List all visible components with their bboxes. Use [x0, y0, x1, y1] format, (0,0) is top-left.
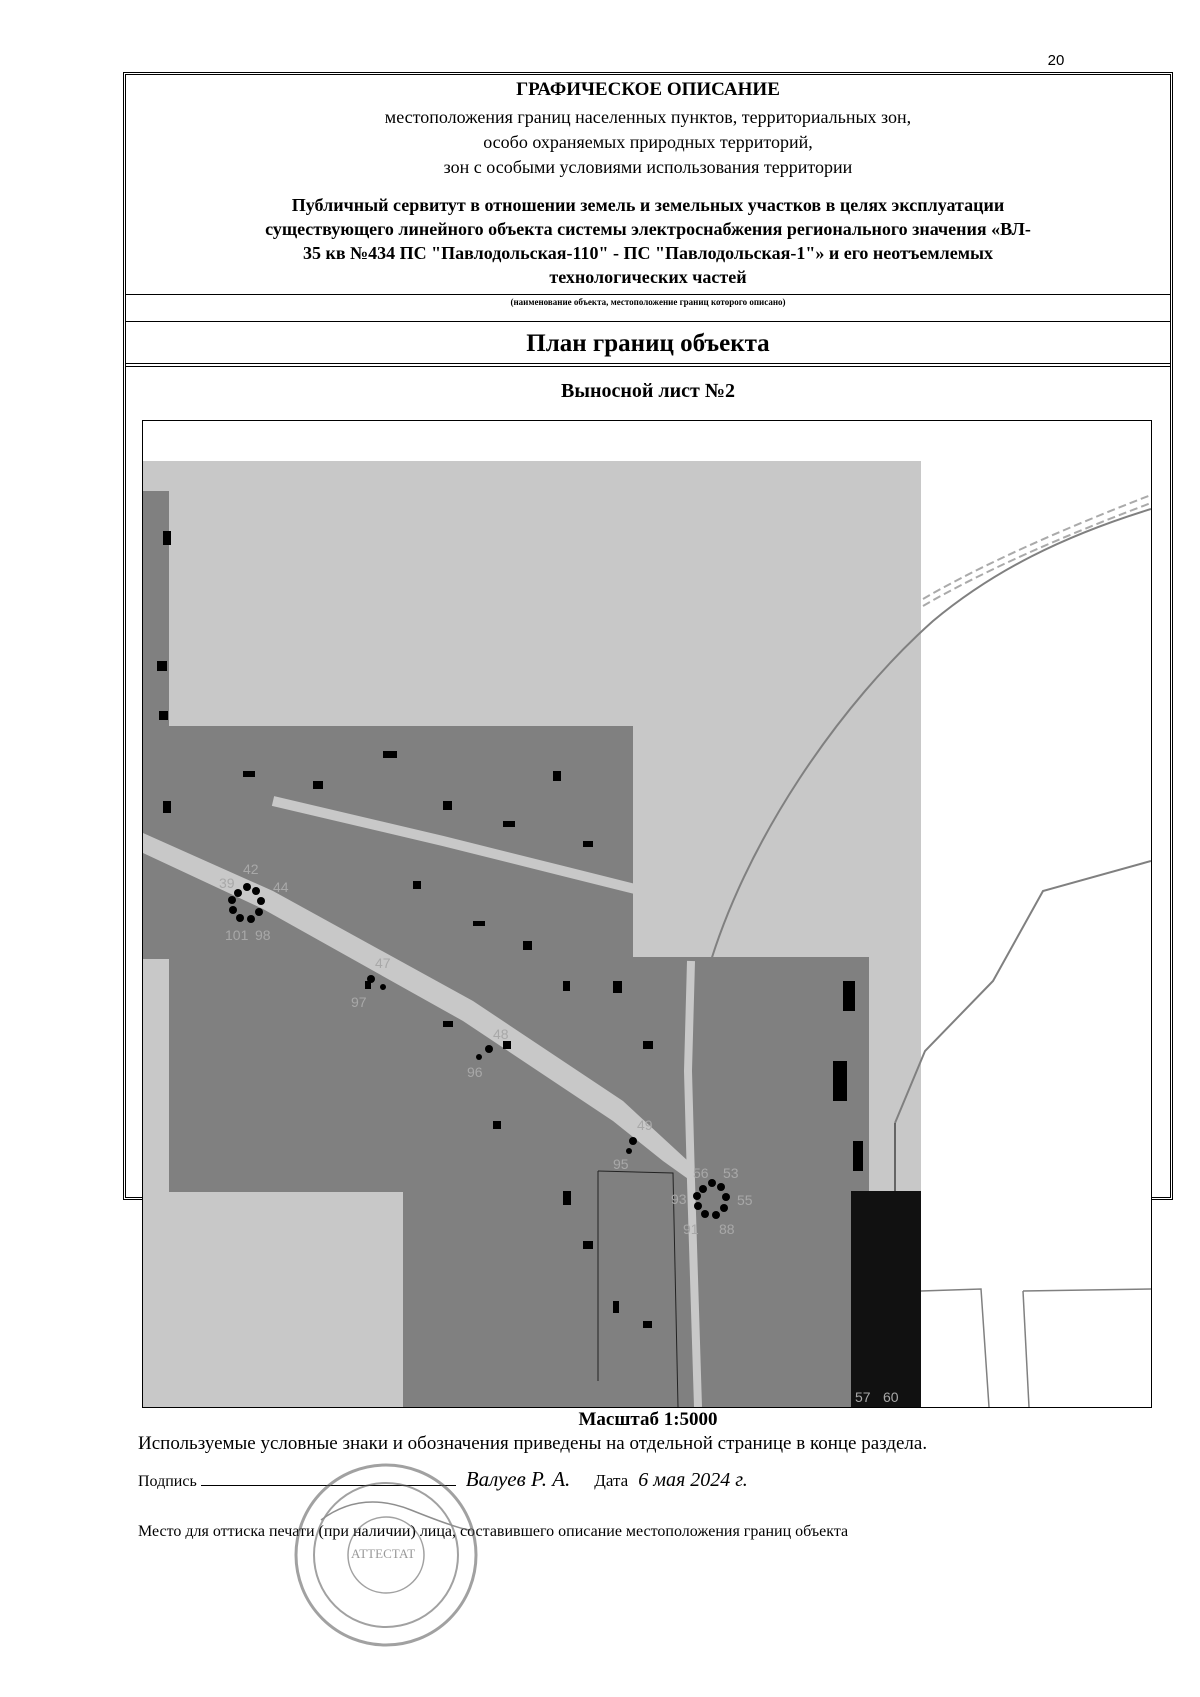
divider: [126, 363, 1170, 367]
point-label: 60: [883, 1389, 899, 1405]
map-scale: Масштаб 1:5000: [578, 1409, 718, 1430]
subtitle-line: местоположения границ населенных пунктов, территориальных зон,: [384, 107, 912, 127]
object-line: технологических частей: [549, 267, 747, 287]
date-label: Дата: [594, 1471, 629, 1490]
signer-name: Валуев Р. А.: [465, 1467, 571, 1491]
point-label: 96: [467, 1064, 483, 1080]
document-subtitle: [126, 105, 1170, 180]
sheet-title: Выносной лист №2: [561, 380, 735, 402]
plan-title: План границ объекта: [526, 330, 770, 357]
seal-stamp: [281, 1460, 491, 1650]
point-label: 97: [351, 994, 367, 1010]
subtitle-line: зон с особыми условиями использования территории: [443, 157, 853, 177]
map-svg: [143, 421, 1151, 1407]
date-value: 6 мая 2024 г.: [638, 1469, 748, 1491]
point-label: 91: [683, 1221, 699, 1237]
object-line: 35 кв №434 ПС "Павлодольская-110" - ПС "Павлодольская-1"» и его неотъемлемых: [302, 243, 994, 263]
stamp-place-note: Место для оттиска печати (при наличии) лица, составившего описание местоположения границ объекта: [138, 1523, 849, 1540]
signature-label: Подпись: [138, 1473, 197, 1490]
subtitle-line: особо охраняемых природных территорий,: [483, 132, 813, 152]
object-hint: (наименование объекта, местоположение границ которого описано): [510, 297, 786, 307]
object-line: Публичный сервитут в отношении земель и земельных участков в целях эксплуатации: [291, 195, 1005, 215]
divider: [126, 321, 1170, 322]
document-title: ГРАФИЧЕСКОЕ ОПИСАНИЕ: [516, 79, 780, 100]
map-area: [142, 420, 1152, 1408]
point-label: 93: [671, 1191, 687, 1207]
parcel-line: [1023, 1289, 1151, 1291]
point-label: 95: [613, 1156, 629, 1172]
point-label: 49: [637, 1117, 653, 1133]
point-label: 44: [273, 879, 289, 895]
point-label: 48: [493, 1026, 509, 1042]
point-label: 39: [219, 875, 235, 891]
point-label: 47: [375, 955, 391, 971]
header: [126, 75, 1170, 295]
svg-text:АТТЕСТАТ: АТТЕСТАТ: [351, 1546, 416, 1561]
document-frame: [123, 72, 1173, 1561]
point-label: 98: [255, 927, 271, 943]
point-label: 88: [719, 1221, 735, 1237]
parcel-line: [1023, 1291, 1029, 1407]
dark-strip: [851, 1191, 921, 1407]
point-label: 42: [243, 861, 259, 877]
point-label: 101: [225, 927, 249, 943]
legend-note: Используемые условные знаки и обозначения приведены на отдельной странице в конце раздела.: [138, 1433, 928, 1454]
parcel-line: [921, 1289, 989, 1407]
point-label: 56: [693, 1165, 709, 1181]
object-name: [166, 193, 1130, 289]
point-label: 53: [723, 1165, 739, 1181]
point-label: 55: [737, 1192, 753, 1208]
page-number: 20: [1047, 52, 1065, 69]
point-label: 57: [855, 1389, 871, 1405]
boundary-line: [895, 861, 1151, 1123]
dashed-road: [923, 495, 1151, 599]
object-line: существующего линейного объекта системы электроснабжения регионального значения «ВЛ-: [265, 219, 1031, 239]
